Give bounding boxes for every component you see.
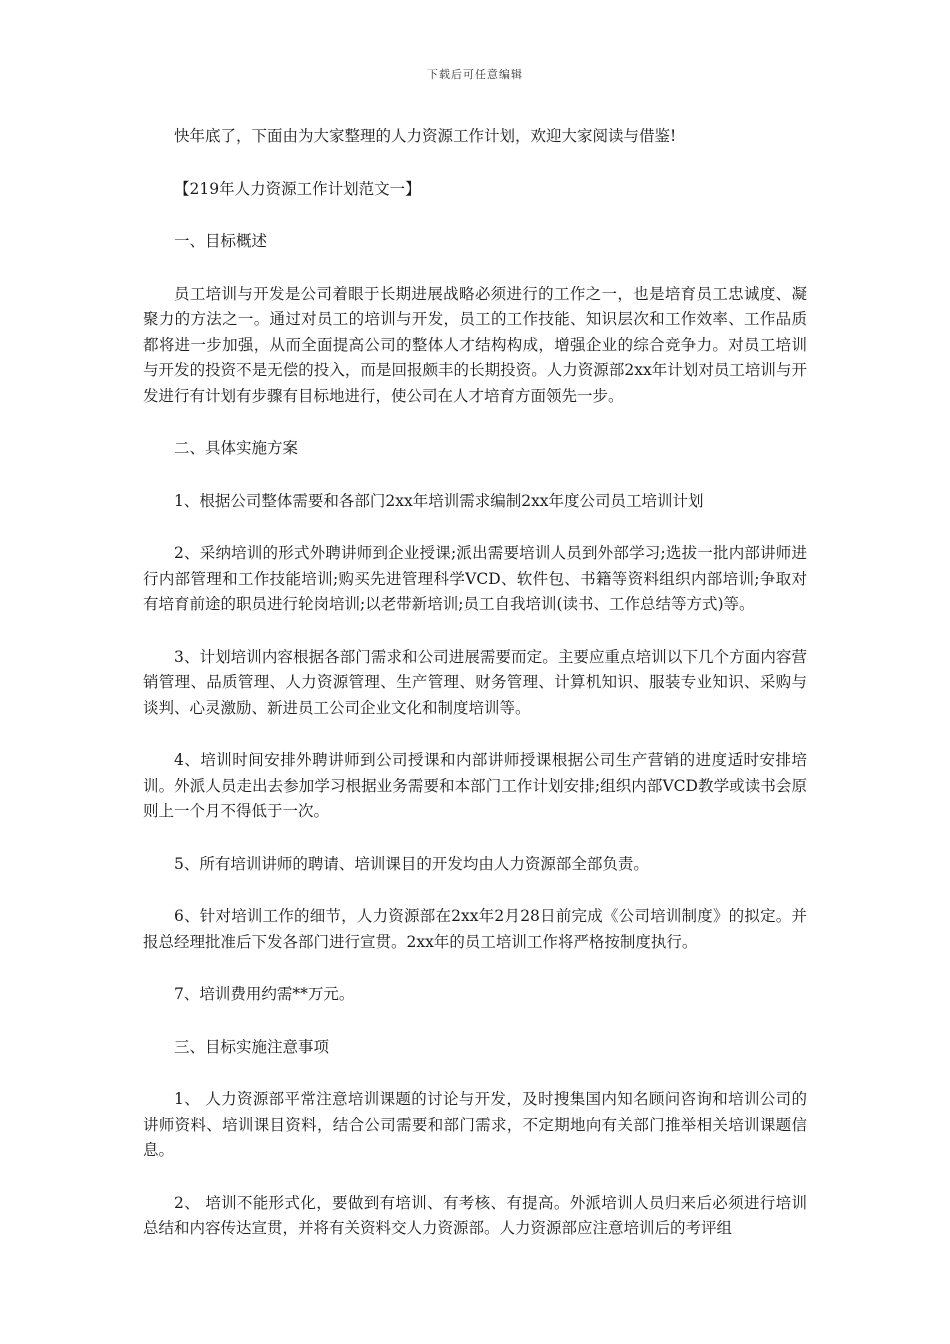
section-heading-3: 三、目标实施注意事项 xyxy=(174,1037,330,1056)
note-item-1: 1、 人力资源部平常注意培训课题的讨论与开发，及时搜集国内知名顾问咨询和培训公司的讲师资料、培训课目资料，结合公司需要和部门需求，不定期地向有关部门推举相关培训课题信息。 xyxy=(143,1090,807,1159)
list-item-4: 4、培训时间安排外聘讲师到公司授课和内部讲师授课根据公司生产营销的进度适时安排培训。外派人员走出去参加学习根据业务需要和本部门工作计划安排;组织内部VCD教学或读书会原则上一个月不得低于一次。 xyxy=(143,751,807,820)
document-title: 【219年人力资源工作计划范文一】 xyxy=(174,179,421,198)
page-header-note: 下载后可任意编辑 xyxy=(427,68,523,81)
body-paragraph: 员工培训与开发是公司着眼于长期进展战略必须进行的工作之一，也是培育员工忠诚度、凝聚力的方法之一。通过对员工的培训与开发，员工的工作技能、知识层次和工作效率、工作品质都将进一步加强，从而全面提高公司的整体人才结构构成，增强企业的综合竞争力。对员工培训与开发的投资不是无偿的投入，而是回报颇丰的长期投资。人力资源部2xx年计划对员工培训与开发进行有计划有步骤有目标地进行，使公司在人才培育方面领先一步。 xyxy=(143,284,807,405)
list-item-1: 1、根据公司整体需要和各部门2xx年培训需求编制2xx年度公司员工培训计划 xyxy=(174,491,704,510)
list-item-7: 7、培训费用约需**万元。 xyxy=(174,985,355,1003)
section-heading-1: 一、目标概述 xyxy=(174,232,268,250)
list-item-3: 3、计划培训内容根据各部门需求和公司进展需要而定。主要应重点培训以下几个方面内容营销管理、品质管理、人力资源管理、生产管理、财务管理、计算机知识、服装专业知识、采购与谈判、心灵激励、新进员工公司企业文化和制度培训等。 xyxy=(143,647,807,717)
note-item-2: 2、 培训不能形式化，要做到有培训、有考核、有提高。外派培训人员归来后必须进行培训总结和内容传达宣贯，并将有关资料交人力资源部。人力资源部应注意培训后的考评组 xyxy=(143,1193,807,1237)
list-item-6: 6、针对培训工作的细节，人力资源部在2xx年2月28日前完成《公司培训制度》的拟定。并报总经理批准后下发各部门进行宣贯。2xx年的员工培训工作将严格按制度执行。 xyxy=(143,907,807,951)
list-item-2: 2、采纳培训的形式外聘讲师到企业授课;派出需要培训人员到外部学习;选拔一批内部讲师进行内部管理和工作技能培训;购买先进管理科学VCD、软件包、书籍等资料组织内部培训;争取对有培育前途的职员进行轮岗培训;以老带新培训;员工自我培训(读书、工作总结等方式)等。 xyxy=(143,544,807,613)
document-body xyxy=(143,124,807,1242)
section-heading-2: 二、具体实施方案 xyxy=(174,439,299,457)
intro-paragraph: 快年底了，下面由为大家整理的人力资源工作计划，欢迎大家阅读与借鉴! xyxy=(174,127,677,145)
list-item-5: 5、所有培训讲师的聘请、培训课目的开发均由人力资源部全部负责。 xyxy=(174,854,649,873)
